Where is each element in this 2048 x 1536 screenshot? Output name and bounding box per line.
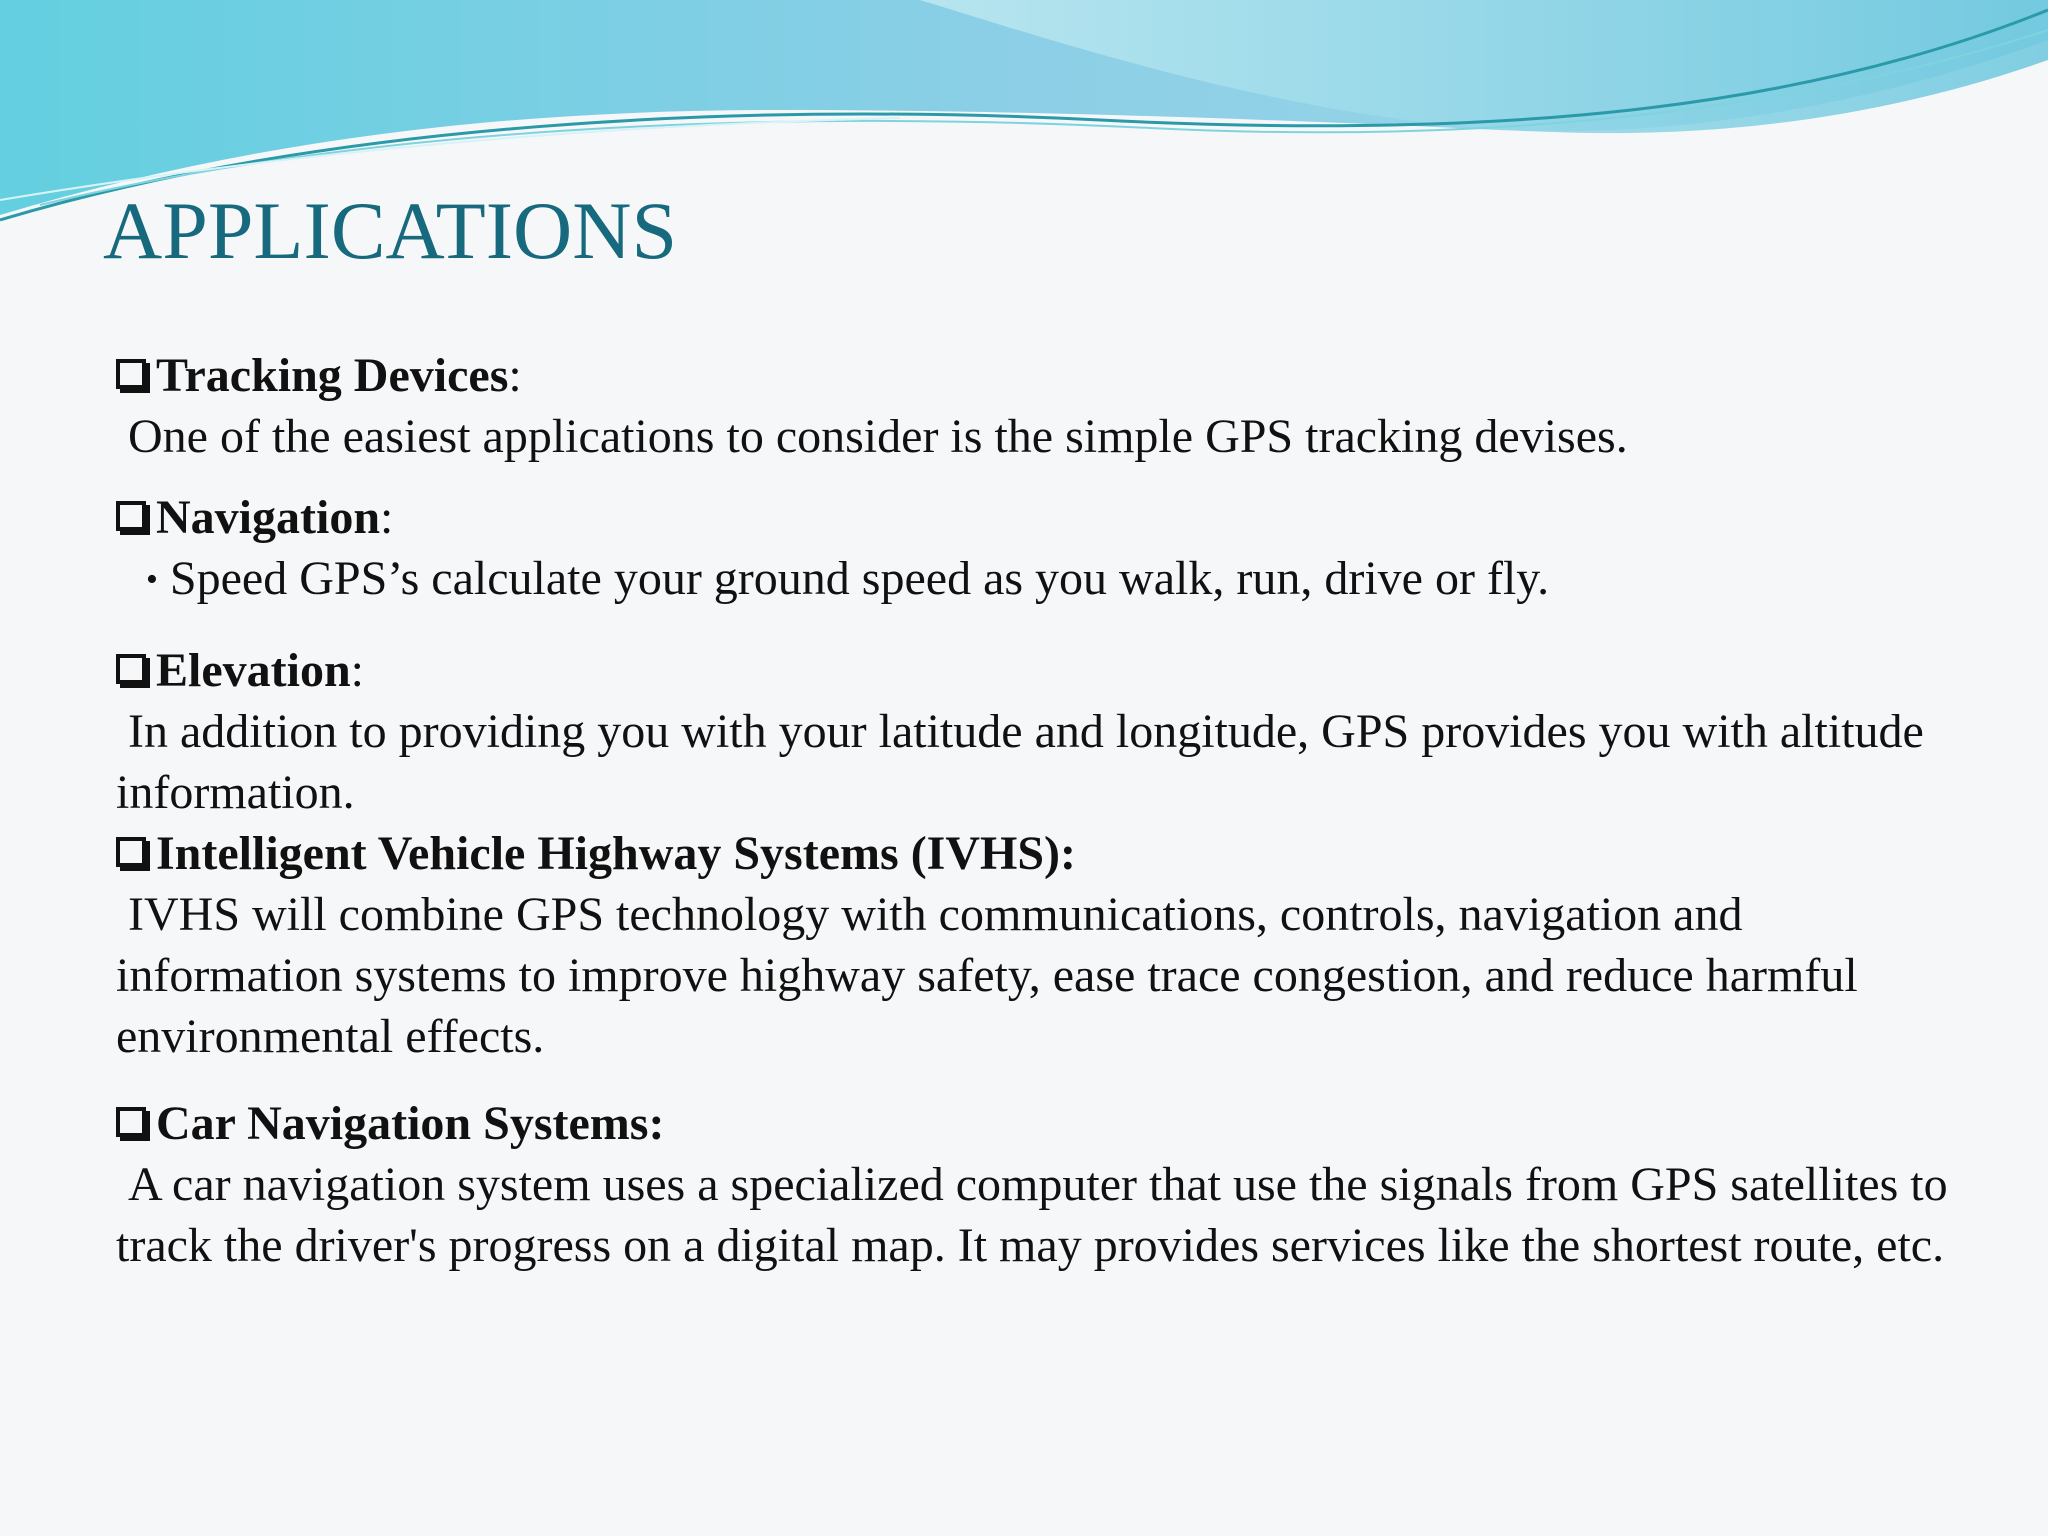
- slide-title: APPLICATIONS: [103, 185, 678, 276]
- checkbox-bullet-icon: [116, 654, 146, 684]
- item-body: In addition to providing you with your latitude and longitude, GPS provides you with altitude information.: [116, 705, 1924, 819]
- bullet-dot-icon: •: [146, 561, 158, 598]
- list-item-ivhs: [116, 823, 1976, 1067]
- sub-bullet: [116, 548, 1976, 614]
- applications-list: [116, 345, 1976, 1276]
- sub-bullet-text: Speed GPS’s calculate your ground speed as you walk, run, drive or fly.: [169, 552, 1550, 605]
- item-heading: [116, 640, 1976, 701]
- heading-colon: :: [380, 491, 394, 544]
- heading-text: Intelligent Vehicle Highway Systems (IVHS):: [156, 827, 1077, 880]
- checkbox-bullet-icon: [116, 1107, 146, 1137]
- list-item-car-navigation: [116, 1093, 1976, 1276]
- item-heading: [116, 487, 1976, 548]
- heading-text: Tracking Devices: [156, 349, 509, 402]
- list-item-elevation: [116, 640, 1976, 823]
- heading-text: Elevation: [156, 644, 351, 697]
- checkbox-bullet-icon: [116, 359, 146, 389]
- checkbox-bullet-icon: [116, 501, 146, 531]
- item-body: A car navigation system uses a specialized computer that use the signals from GPS satellites to track the driver's progress on a digital map. It may provides services like the shortest route, etc.: [116, 1158, 1948, 1272]
- heading-text: Car Navigation Systems:: [156, 1097, 665, 1150]
- heading-text: Navigation: [156, 491, 381, 544]
- item-heading: [116, 823, 1976, 884]
- item-heading: [116, 1093, 1976, 1154]
- checkbox-bullet-icon: [116, 837, 146, 867]
- item-heading: [116, 345, 1976, 406]
- heading-colon: :: [350, 644, 365, 697]
- list-item-tracking-devices: [116, 345, 1976, 467]
- list-item-navigation: [116, 487, 1976, 614]
- heading-colon: :: [508, 349, 522, 402]
- item-body: IVHS will combine GPS technology with communications, controls, navigation and information systems to improve highway safety, ease trace congestion, and reduce harmful environmental effects.: [116, 888, 1858, 1063]
- item-body: One of the easiest applications to consider is the simple GPS tracking devises.: [128, 410, 1628, 463]
